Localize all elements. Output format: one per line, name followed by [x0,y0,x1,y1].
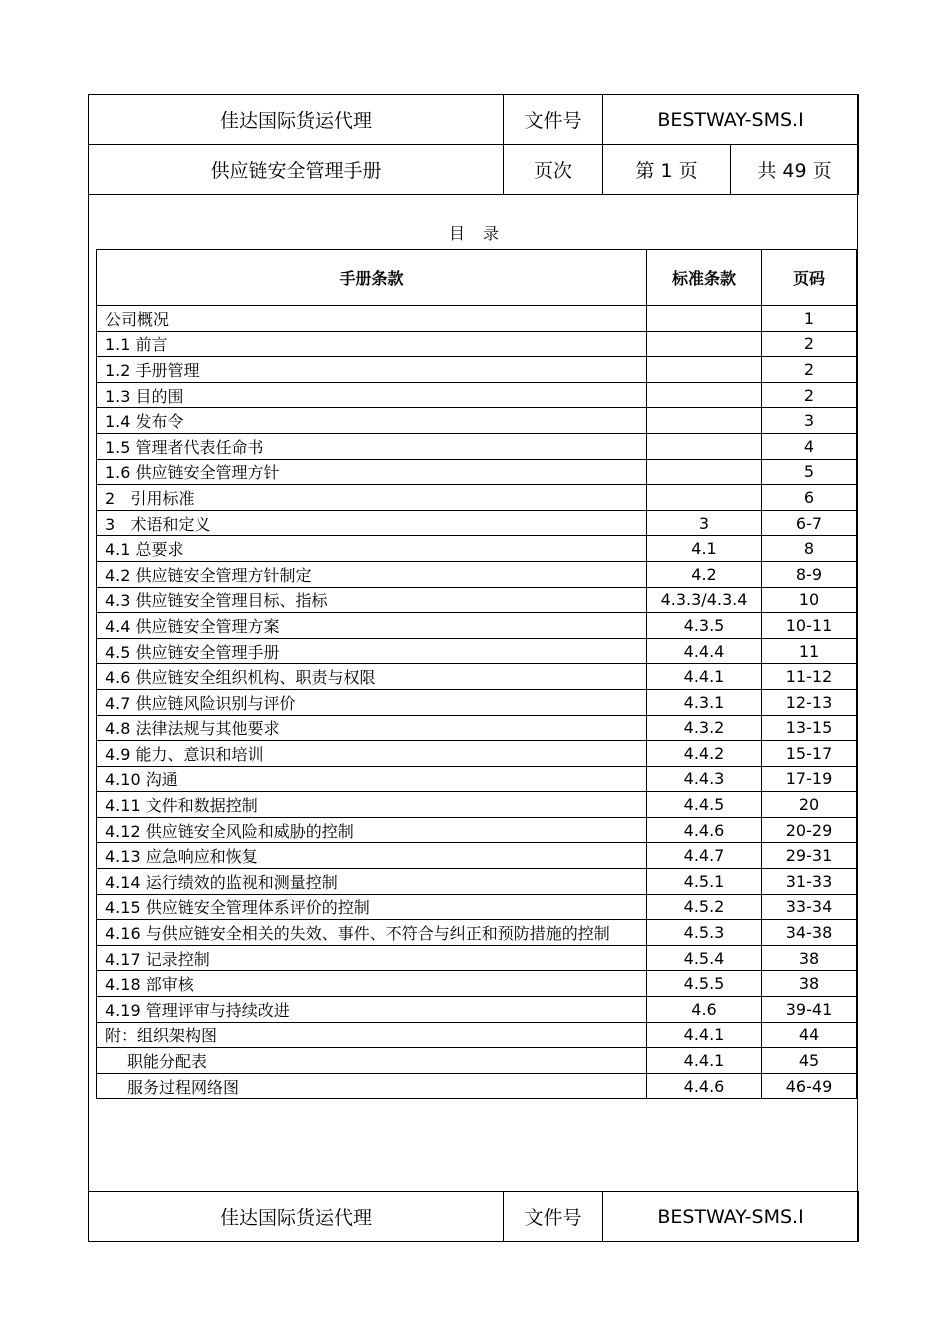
toc-item-standard: 4.2 [647,561,762,587]
toc-item-page: 6 [762,485,857,511]
toc-item-standard [647,357,762,383]
toc-item-standard: 4.5.2 [647,894,762,920]
toc-item-standard: 4.3.5 [647,613,762,639]
toc-item-standard: 4.4.1 [647,1022,762,1048]
col-header-page: 页码 [762,250,857,306]
toc-item-standard [647,382,762,408]
toc-item-page: 10 [762,587,857,613]
toc-row [97,408,857,434]
footer-company-name: 佳达国际货运代理 [89,1192,504,1242]
toc-item-page: 6-7 [762,510,857,536]
toc-item-page: 12-13 [762,689,857,715]
toc-item-title: 4.9 能力、意识和培训 [97,741,647,767]
toc-item-title: 1.4 发布令 [97,408,647,434]
toc-row [97,664,857,690]
toc-row [97,792,857,818]
toc-item-standard: 4.4.5 [647,792,762,818]
toc-item-standard: 4.5.1 [647,869,762,895]
toc-item-standard: 4.3.2 [647,715,762,741]
toc-item-standard: 4.5.4 [647,945,762,971]
toc-item-standard: 4.5.3 [647,920,762,946]
toc-item-standard: 4.4.6 [647,817,762,843]
toc-item-title: 1.6 供应链安全管理方针 [97,459,647,485]
toc-item-title: 4.5 供应链安全管理手册 [97,638,647,664]
footer-doc-no: BESTWAY-SMS.I [603,1192,859,1242]
toc-item-page: 2 [762,331,857,357]
toc-item-page: 46-49 [762,1073,857,1099]
toc-item-page: 29-31 [762,843,857,869]
toc-item-title: 1.1 前言 [97,331,647,357]
toc-item-page: 31-33 [762,869,857,895]
toc-item-title: 4.1 总要求 [97,536,647,562]
toc-item-title: 4.4 供应链安全管理方案 [97,613,647,639]
toc-item-standard [647,331,762,357]
toc-item-title: 职能分配表 [97,1048,647,1074]
document-page [88,94,858,1242]
toc-item-title: 4.14 运行绩效的监视和测量控制 [97,869,647,895]
toc-item-standard: 4.4.3 [647,766,762,792]
toc-item-standard: 4.3.3/4.3.4 [647,587,762,613]
toc-row [97,715,857,741]
toc-item-title: 4.11 文件和数据控制 [97,792,647,818]
toc-item-title: 1.3 目的围 [97,382,647,408]
toc-item-standard: 4.4.7 [647,843,762,869]
toc-item-title: 2 引用标准 [97,485,647,511]
toc-row [97,382,857,408]
toc-item-standard: 4.3.1 [647,689,762,715]
toc-item-title: 4.18 部审核 [97,971,647,997]
toc-row [97,306,857,332]
toc-item-standard [647,459,762,485]
toc-item-page: 15-17 [762,741,857,767]
toc-item-page: 38 [762,945,857,971]
toc-item-standard [647,408,762,434]
toc-row [97,433,857,459]
toc-item-standard [647,485,762,511]
page-total: 共 49 页 [731,145,859,195]
toc-item-title: 附：组织架构图 [97,1022,647,1048]
doc-no-label: 文件号 [504,95,603,145]
toc-item-standard: 4.6 [647,997,762,1023]
header-row-2 [89,145,859,195]
header-row-1 [89,95,859,145]
toc-item-title: 服务过程网络图 [97,1073,647,1099]
toc-item-page: 11-12 [762,664,857,690]
toc-row [97,638,857,664]
toc-item-page: 39-41 [762,997,857,1023]
toc-row [97,613,857,639]
toc-item-page: 44 [762,1022,857,1048]
toc-item-title: 1.5 管理者代表任命书 [97,433,647,459]
toc-row [97,536,857,562]
doc-no: BESTWAY-SMS.I [603,95,859,145]
toc-item-title: 公司概况 [97,306,647,332]
toc-item-title: 4.2 供应链安全管理方针制定 [97,561,647,587]
toc-item-standard: 4.4.4 [647,638,762,664]
toc-item-standard: 4.4.6 [647,1073,762,1099]
toc-item-title: 4.6 供应链安全组织机构、职责与权限 [97,664,647,690]
toc-row [97,1048,857,1074]
toc-row [97,766,857,792]
toc-item-page: 8 [762,536,857,562]
toc-item-page: 34-38 [762,920,857,946]
toc-item-standard: 4.4.1 [647,1048,762,1074]
toc-title: 目录 [448,224,517,243]
toc-item-page: 4 [762,433,857,459]
toc-item-page: 3 [762,408,857,434]
col-header-clause: 手册条款 [97,250,647,306]
toc-row [97,971,857,997]
toc-item-page: 38 [762,971,857,997]
toc-row [97,920,857,946]
toc-item-page: 2 [762,357,857,383]
toc-row [97,817,857,843]
footer-row [89,1192,859,1242]
toc-item-standard: 4.1 [647,536,762,562]
toc-body [97,306,857,1099]
toc-item-page: 20-29 [762,817,857,843]
toc-row [97,741,857,767]
manual-title: 供应链安全管理手册 [89,145,504,195]
toc-row [97,1022,857,1048]
toc-row [97,997,857,1023]
toc-item-page: 2 [762,382,857,408]
toc-item-page: 10-11 [762,613,857,639]
toc-item-title: 4.15 供应链安全管理体系评价的控制 [97,894,647,920]
company-name: 佳达国际货运代理 [89,95,504,145]
toc-row [97,459,857,485]
toc-item-title: 4.19 管理评审与持续改进 [97,997,647,1023]
toc-item-title: 4.13 应急响应和恢复 [97,843,647,869]
col-header-standard: 标准条款 [647,250,762,306]
toc-item-page: 20 [762,792,857,818]
toc-row [97,587,857,613]
toc-row [97,894,857,920]
toc-row [97,331,857,357]
footer-doc-no-label: 文件号 [504,1192,603,1242]
toc-item-title: 4.3 供应链安全管理目标、指标 [97,587,647,613]
toc-row [97,1073,857,1099]
toc-row [97,357,857,383]
toc-item-standard: 3 [647,510,762,536]
toc-row [97,843,857,869]
toc-row [97,689,857,715]
toc-header-row [97,250,857,306]
toc-item-standard [647,433,762,459]
toc-item-title: 4.17 记录控制 [97,945,647,971]
toc-item-page: 5 [762,459,857,485]
toc-item-page: 33-34 [762,894,857,920]
toc-item-page: 45 [762,1048,857,1074]
toc-item-title: 4.7 供应链风险识别与评价 [97,689,647,715]
toc-item-standard [647,306,762,332]
toc-item-standard: 4.5.5 [647,971,762,997]
toc-item-title: 4.10 沟通 [97,766,647,792]
header-table [88,94,859,195]
page-current: 第 1 页 [603,145,731,195]
toc-item-standard: 4.4.1 [647,664,762,690]
footer-table [88,1191,859,1242]
toc-item-title: 3 术语和定义 [97,510,647,536]
page-label: 页次 [504,145,603,195]
toc-row [97,945,857,971]
toc-item-title: 4.16 与供应链安全相关的失效、事件、不符合与纠正和预防措施的控制 [97,920,647,946]
toc-item-page: 17-19 [762,766,857,792]
toc-item-page: 13-15 [762,715,857,741]
toc-item-page: 11 [762,638,857,664]
toc-item-standard: 4.4.2 [647,741,762,767]
toc-item-page: 8-9 [762,561,857,587]
toc-item-title: 1.2 手册管理 [97,357,647,383]
toc-row [97,485,857,511]
toc-item-title: 4.8 法律法规与其他要求 [97,715,647,741]
toc-table [96,249,857,1099]
toc-item-page: 1 [762,306,857,332]
toc-row [97,561,857,587]
toc-row [97,510,857,536]
toc-row [97,869,857,895]
toc-item-title: 4.12 供应链安全风险和威胁的控制 [97,817,647,843]
